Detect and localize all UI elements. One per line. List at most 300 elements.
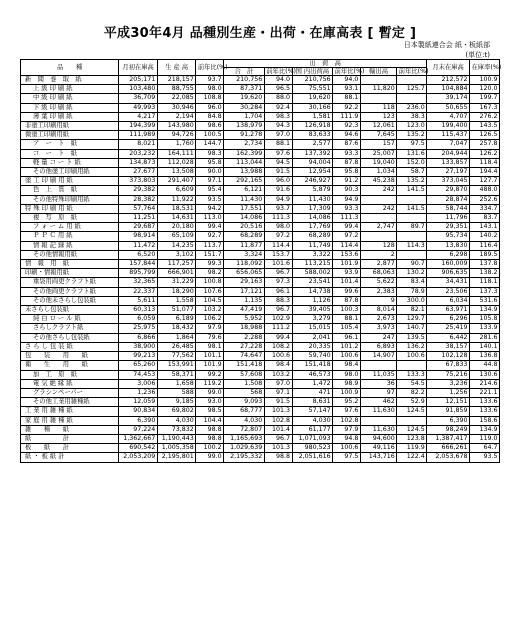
cell-value: 194.4 (469, 168, 499, 177)
cell-value: 6,520 (119, 250, 157, 259)
cell-value: 6,609 (157, 186, 195, 195)
table-row (21, 85, 500, 94)
cell-value: 135.2 (397, 131, 427, 140)
table-row (21, 168, 500, 177)
cell-value: 87.8 (333, 158, 361, 167)
cell-value: 11,430 (292, 195, 333, 204)
table-row (21, 76, 500, 85)
cell-value: 28,382 (119, 195, 157, 204)
cell-value (397, 214, 427, 223)
table-row (21, 204, 500, 213)
cell-value: 94,600 (360, 434, 396, 443)
organization-label: 日本製紙連合会 紙・板紙部 (403, 41, 490, 49)
cell-value: 11,749 (292, 241, 333, 250)
cell-value: 127.7 (469, 177, 499, 186)
cell-value: 88.1 (333, 94, 361, 103)
cell-value: 14,235 (157, 241, 195, 250)
cell-value: 6,893 (360, 342, 396, 351)
row-name: グラシンペーパー (21, 388, 119, 397)
cell-value: 153,991 (157, 361, 195, 370)
cell-value: 3,279 (292, 315, 333, 324)
cell-value: 189.5 (469, 250, 499, 259)
cell-value: 68,063 (360, 269, 396, 278)
cell-value: 90.3 (333, 186, 361, 195)
cell-value: 895,799 (119, 269, 157, 278)
cell-value: 28,874 (427, 195, 470, 204)
cell-value: 18,432 (157, 324, 195, 333)
cell-value: 95,734 (427, 232, 470, 241)
cell-value: 164,111 (157, 149, 195, 158)
table-row (21, 131, 500, 140)
table-row (21, 434, 500, 443)
cell-value: 2,734 (224, 140, 265, 149)
cell-value: 99.4 (333, 223, 361, 232)
row-name: 非塗工印刷用紙 (21, 122, 119, 131)
table-row (21, 103, 500, 112)
cell-value: 8,021 (119, 140, 157, 149)
cell-value: 92.4 (264, 103, 292, 112)
cell-value: 58.7 (397, 168, 427, 177)
cell-value: 143.5 (469, 122, 499, 131)
cell-value: 97.2 (264, 232, 292, 241)
cell-value: 2 (360, 250, 396, 259)
cell-value: 104.5 (196, 296, 224, 305)
cell-value: 119.9 (397, 444, 427, 453)
cell-value: 27,197 (427, 168, 470, 177)
cell-value: 63,971 (427, 306, 470, 315)
cell-value: 130.2 (397, 269, 427, 278)
cell-value: 588 (157, 388, 195, 397)
cell-value: 6,059 (119, 315, 157, 324)
cell-value: 58,371 (157, 370, 195, 379)
cell-value: 95.8 (196, 158, 224, 167)
row-name: 特 殊 印 刷 用 紙 (21, 204, 119, 213)
cell-value: 117,257 (157, 260, 195, 269)
cell-value: 2,747 (360, 223, 396, 232)
cell-value: 107.6 (196, 287, 224, 296)
table-row (21, 379, 500, 388)
cell-value: 91.5 (264, 398, 292, 407)
cell-value: 139.5 (397, 333, 427, 342)
cell-value: 1,126 (292, 296, 333, 305)
cell-value: 91,859 (427, 407, 470, 416)
cell-value: 11,630 (360, 425, 396, 434)
cell-value: 9,185 (157, 398, 195, 407)
cell-value (360, 94, 396, 103)
table-row (21, 269, 500, 278)
cell-value: 11,251 (119, 214, 157, 223)
cell-value: 101.9 (196, 361, 224, 370)
cell-value: 11,796 (427, 214, 470, 223)
cell-value: 99.6 (333, 287, 361, 296)
cell-value: 1,165,693 (224, 434, 265, 443)
row-name: 情 報 用 紙 (21, 260, 119, 269)
cell-value: 122.4 (397, 453, 427, 462)
cell-value: 140.2 (469, 232, 499, 241)
cell-value: 118 (360, 103, 396, 112)
cell-value: 96.7 (264, 434, 292, 443)
cell-value: 68,289 (224, 232, 265, 241)
cell-value (360, 361, 396, 370)
cell-value: 26,485 (157, 342, 195, 351)
cell-value: 60,313 (119, 306, 157, 315)
cell-value: 12,151 (427, 398, 470, 407)
cell-value: 124.5 (397, 425, 427, 434)
cell-value: 23,541 (292, 278, 333, 287)
cell-value: 2,877 (360, 260, 396, 269)
cell-value: 98.5 (196, 407, 224, 416)
cell-value: 1,071,093 (292, 434, 333, 443)
cell-value: 3,973 (360, 324, 396, 333)
cell-value: 97 (360, 388, 396, 397)
cell-value: 138.2 (469, 269, 499, 278)
table-row (21, 296, 500, 305)
col-production-yoy: 前年比(%) (196, 60, 224, 76)
cell-value: 2,577 (292, 140, 333, 149)
row-name: 新 聞 巻 取 紙 (21, 76, 119, 85)
table-row (21, 158, 500, 167)
table-row (21, 278, 500, 287)
row-name: その他両更クラフト紙 (21, 287, 119, 296)
cell-value: 11,035 (360, 370, 396, 379)
cell-value: 97.0 (264, 131, 292, 140)
cell-value: 151.7 (196, 250, 224, 259)
cell-value: 242 (360, 204, 396, 213)
cell-value: 2,051,616 (292, 453, 333, 462)
cell-value: 11,820 (360, 85, 396, 94)
cell-value: 257.8 (469, 140, 499, 149)
cell-value: 2,673 (360, 315, 396, 324)
cell-value: 14,738 (292, 287, 333, 296)
table-row (21, 342, 500, 351)
cell-value: 34,431 (427, 278, 470, 287)
cell-value: 101.1 (196, 352, 224, 361)
col-export-yoy: 前年比(%) (398, 68, 429, 75)
cell-value: 68,289 (292, 232, 333, 241)
cell-value: 96.5 (264, 85, 292, 94)
cell-value: 83.7 (469, 214, 499, 223)
cell-value: 2,383 (360, 287, 396, 296)
cell-value: 103.2 (264, 370, 292, 379)
cell-value: 199.7 (469, 94, 499, 103)
cell-value: 105.4 (333, 324, 361, 333)
cell-value: 471 (292, 388, 333, 397)
cell-value: 980,523 (292, 444, 333, 453)
table-row (21, 324, 500, 333)
cell-value: 45,238 (360, 177, 396, 186)
cell-value: 214.6 (469, 379, 499, 388)
cell-value: 133.6 (469, 398, 499, 407)
cell-value: 91.6 (264, 186, 292, 195)
cell-value: 6,390 (119, 416, 157, 425)
cell-value: 588,002 (292, 269, 333, 278)
cell-value: 90.7 (397, 260, 427, 269)
cell-value: 218,157 (157, 76, 195, 85)
cell-value: 94,004 (292, 158, 333, 167)
page-title: 平成30年4月 品種別生産・出荷・在庫高表 [ 暫定 ] (103, 26, 417, 41)
cell-value: 7,645 (360, 131, 396, 140)
cell-value: 17,769 (292, 223, 333, 232)
cell-value: 203,232 (119, 149, 157, 158)
cell-value: 17,309 (292, 204, 333, 213)
col-total: 合 計 (224, 68, 265, 76)
cell-value: 69,802 (157, 407, 195, 416)
cell-value: 57,764 (119, 204, 157, 213)
cell-value: 98,249 (427, 425, 470, 434)
cell-value: 50,655 (427, 103, 470, 112)
cell-value: 93.5 (196, 195, 224, 204)
row-name: 重袋用両更クラフト紙 (21, 278, 119, 287)
row-name: 紙 計 (21, 434, 119, 443)
cell-value: 373,045 (427, 177, 470, 186)
cell-value: 51,077 (157, 306, 195, 315)
cell-value: 113,044 (224, 158, 265, 167)
cell-value: 91.2 (333, 177, 361, 186)
cell-value: 98.0 (196, 85, 224, 94)
row-name: Ｐ Ｐ Ｃ 用 紙 (21, 232, 119, 241)
cell-value: 99.3 (196, 260, 224, 269)
col-prev-stock: 月初在庫高 (119, 60, 157, 76)
cell-value: 101.3 (264, 407, 292, 416)
cell-value: 18,290 (157, 287, 195, 296)
cell-value (397, 195, 427, 204)
cell-value: 128 (360, 241, 396, 250)
cell-value: 102,128 (427, 352, 470, 361)
cell-value: 100.6 (333, 444, 361, 453)
cell-value: 5,611 (119, 296, 157, 305)
cell-value: 90.0 (196, 168, 224, 177)
cell-value: 97.5 (397, 140, 427, 149)
cell-value: 6,189 (157, 315, 195, 324)
cell-value: 18,988 (224, 324, 265, 333)
cell-value: 97.1 (196, 177, 224, 186)
row-name: 雑 種 紙 (21, 425, 119, 434)
cell-value: 137.8 (469, 260, 499, 269)
cell-value: 83,633 (292, 131, 333, 140)
cell-value: 96.7 (264, 269, 292, 278)
row-name: その他特殊印刷用紙 (21, 195, 119, 204)
cell-value: 118,092 (224, 260, 265, 269)
cell-value: 101.6 (264, 260, 292, 269)
cell-value: 153.6 (333, 250, 361, 259)
cell-value: 204,944 (427, 149, 470, 158)
row-name: 複 写 原 紙 (21, 214, 119, 223)
cell-value: 94.9 (333, 195, 361, 204)
cell-value: 98.8 (264, 453, 292, 462)
cell-value: 118.1 (469, 278, 499, 287)
cell-value: 2,195,332 (224, 453, 265, 462)
cell-value: 97.9 (333, 425, 361, 434)
cell-value: 97.6 (264, 149, 292, 158)
table-row (21, 333, 500, 342)
row-name: 塗 工 印 刷 用 紙 (21, 177, 119, 186)
cell-value: 38,157 (427, 342, 470, 351)
cell-value: 292,165 (224, 177, 265, 186)
cell-value: 119.0 (469, 434, 499, 443)
cell-value: 11,430 (224, 195, 265, 204)
col-domestic-yoy: 前年比(%) (334, 68, 365, 75)
cell-value: 30,166 (292, 103, 333, 112)
cell-value: 92.2 (333, 103, 361, 112)
cell-value: 15,015 (292, 324, 333, 333)
cell-value: 75,216 (427, 370, 470, 379)
cell-value: 210,756 (224, 76, 265, 85)
cell-value: 30,284 (224, 103, 265, 112)
cell-value: 19,040 (360, 158, 396, 167)
row-name: 印刷・情報用紙 (21, 269, 119, 278)
cell-value: 1,760 (157, 140, 195, 149)
cell-value: 12,059 (119, 398, 157, 407)
cell-value: 129.7 (397, 315, 427, 324)
cell-value: 94.2 (196, 204, 224, 213)
cell-value: 94.0 (333, 76, 361, 85)
cell-value: 100.8 (196, 278, 224, 287)
row-name: その他工業用雑種紙 (21, 398, 119, 407)
cell-value: 100.6 (264, 352, 292, 361)
cell-value (360, 76, 396, 85)
table-row (21, 149, 500, 158)
cell-value: 134.9 (469, 306, 499, 315)
table-row (21, 214, 500, 223)
cell-value: 158.6 (469, 416, 499, 425)
cell-value: 131.6 (397, 149, 427, 158)
cell-value (360, 214, 396, 223)
cell-value (360, 416, 396, 425)
cell-value: 1,864 (157, 333, 195, 342)
row-name: さ ら し 包 装 紙 (21, 342, 119, 351)
cell-value: 99,213 (119, 352, 157, 361)
cell-value: 3,324 (224, 250, 265, 259)
cell-value: 134,873 (119, 158, 157, 167)
cell-value: 87.6 (333, 140, 361, 149)
cell-value: 1,362,667 (119, 434, 157, 443)
cell-value: 140.1 (469, 342, 499, 351)
cell-value: 82.1 (397, 306, 427, 315)
cell-value: 111,989 (119, 131, 157, 140)
cell-value: 6,390 (427, 416, 470, 425)
cell-value: 31,229 (157, 278, 195, 287)
cell-value: 3,322 (292, 250, 333, 259)
row-name: さらしクラフト紙 (21, 324, 119, 333)
cell-value: 276.2 (469, 112, 499, 121)
table-row (21, 94, 500, 103)
cell-value: 13,508 (157, 168, 195, 177)
cell-value: 8,014 (360, 306, 396, 315)
col-shipment-group: 出 荷 高 (224, 60, 427, 68)
row-name: フ ォ ー ム 用 紙 (21, 223, 119, 232)
cell-value: 11,630 (360, 407, 396, 416)
col-export: 輸出高 (360, 68, 396, 76)
cell-value: 17,121 (224, 287, 265, 296)
cell-value: 29,687 (119, 223, 157, 232)
cell-value: 373,803 (119, 177, 157, 186)
cell-value: 94,726 (157, 131, 195, 140)
cell-value: 9,093 (224, 398, 265, 407)
cell-value: 141.5 (397, 186, 427, 195)
cell-value: 123.8 (397, 434, 427, 443)
cell-value: 153.7 (264, 250, 292, 259)
cell-value: 25,007 (360, 149, 396, 158)
table-row (21, 453, 500, 462)
table-row (21, 260, 500, 269)
cell-value: 133.9 (469, 324, 499, 333)
cell-value: 88.1 (333, 315, 361, 324)
cell-value: 106.2 (196, 315, 224, 324)
cell-value: 119.2 (196, 379, 224, 388)
cell-value: 97.2 (333, 232, 361, 241)
row-name: 上 級 印 刷 紙 (21, 85, 119, 94)
cell-value: 94.9 (264, 195, 292, 204)
cell-value: 19,620 (292, 94, 333, 103)
col-total-yoy: 前年比(%) (266, 68, 297, 75)
cell-value: 138,979 (224, 122, 265, 131)
cell-value: 36 (360, 379, 396, 388)
cell-value: 1,135 (224, 296, 265, 305)
cell-value: 151,418 (292, 361, 333, 370)
cell-value: 25,975 (119, 324, 157, 333)
table-body (21, 76, 500, 463)
cell-value: 98.1 (196, 342, 224, 351)
cell-value: 93.7 (196, 76, 224, 85)
cell-value: 98.0 (264, 223, 292, 232)
cell-value: 96.0 (264, 177, 292, 186)
cell-value: 100.2 (196, 444, 224, 453)
cell-value: 6,298 (427, 250, 470, 259)
table-row (21, 241, 500, 250)
cell-value: 133.3 (397, 370, 427, 379)
cell-value: 79.6 (196, 333, 224, 342)
cell-value: 3,236 (427, 379, 470, 388)
cell-value: 29,163 (224, 278, 265, 287)
cell-value: 140.7 (397, 324, 427, 333)
table-row (21, 250, 500, 259)
cell-value (397, 232, 427, 241)
cell-value: 1,472 (292, 379, 333, 388)
cell-value: 97.1 (264, 388, 292, 397)
cell-value: 14,907 (360, 352, 396, 361)
cell-value: 236.0 (397, 103, 427, 112)
cell-value: 57,147 (292, 407, 333, 416)
cell-value: 32,365 (119, 278, 157, 287)
cell-value: 93.1 (333, 85, 361, 94)
cell-value: 99.4 (196, 223, 224, 232)
cell-value: 111.9 (333, 112, 361, 121)
cell-value (397, 361, 427, 370)
row-name: その他情報用紙 (21, 250, 119, 259)
cell-value: 84.8 (196, 112, 224, 121)
cell-value: 1,581 (292, 112, 333, 121)
cell-value: 98.2 (196, 269, 224, 278)
row-name: ア ー ト 紙 (21, 140, 119, 149)
cell-value: 112,028 (157, 158, 195, 167)
cell-value: 94.5 (264, 158, 292, 167)
cell-value: 52.9 (397, 398, 427, 407)
cell-value: 5,952 (224, 315, 265, 324)
cell-value: 123.0 (397, 122, 427, 131)
cell-value: 65,260 (119, 361, 157, 370)
cell-value: 666,261 (427, 444, 470, 453)
cell-value: 87,371 (224, 85, 265, 94)
cell-value: 93.3 (333, 149, 361, 158)
cell-value: 291,407 (157, 177, 195, 186)
cell-value: 1,029,639 (224, 444, 265, 453)
cell-value: 39,405 (292, 306, 333, 315)
cell-value: 690,542 (119, 444, 157, 453)
cell-value: 137.3 (469, 287, 499, 296)
table-row (21, 195, 500, 204)
cell-value: 2,053,209 (119, 453, 157, 462)
cell-value: 18,531 (157, 204, 195, 213)
